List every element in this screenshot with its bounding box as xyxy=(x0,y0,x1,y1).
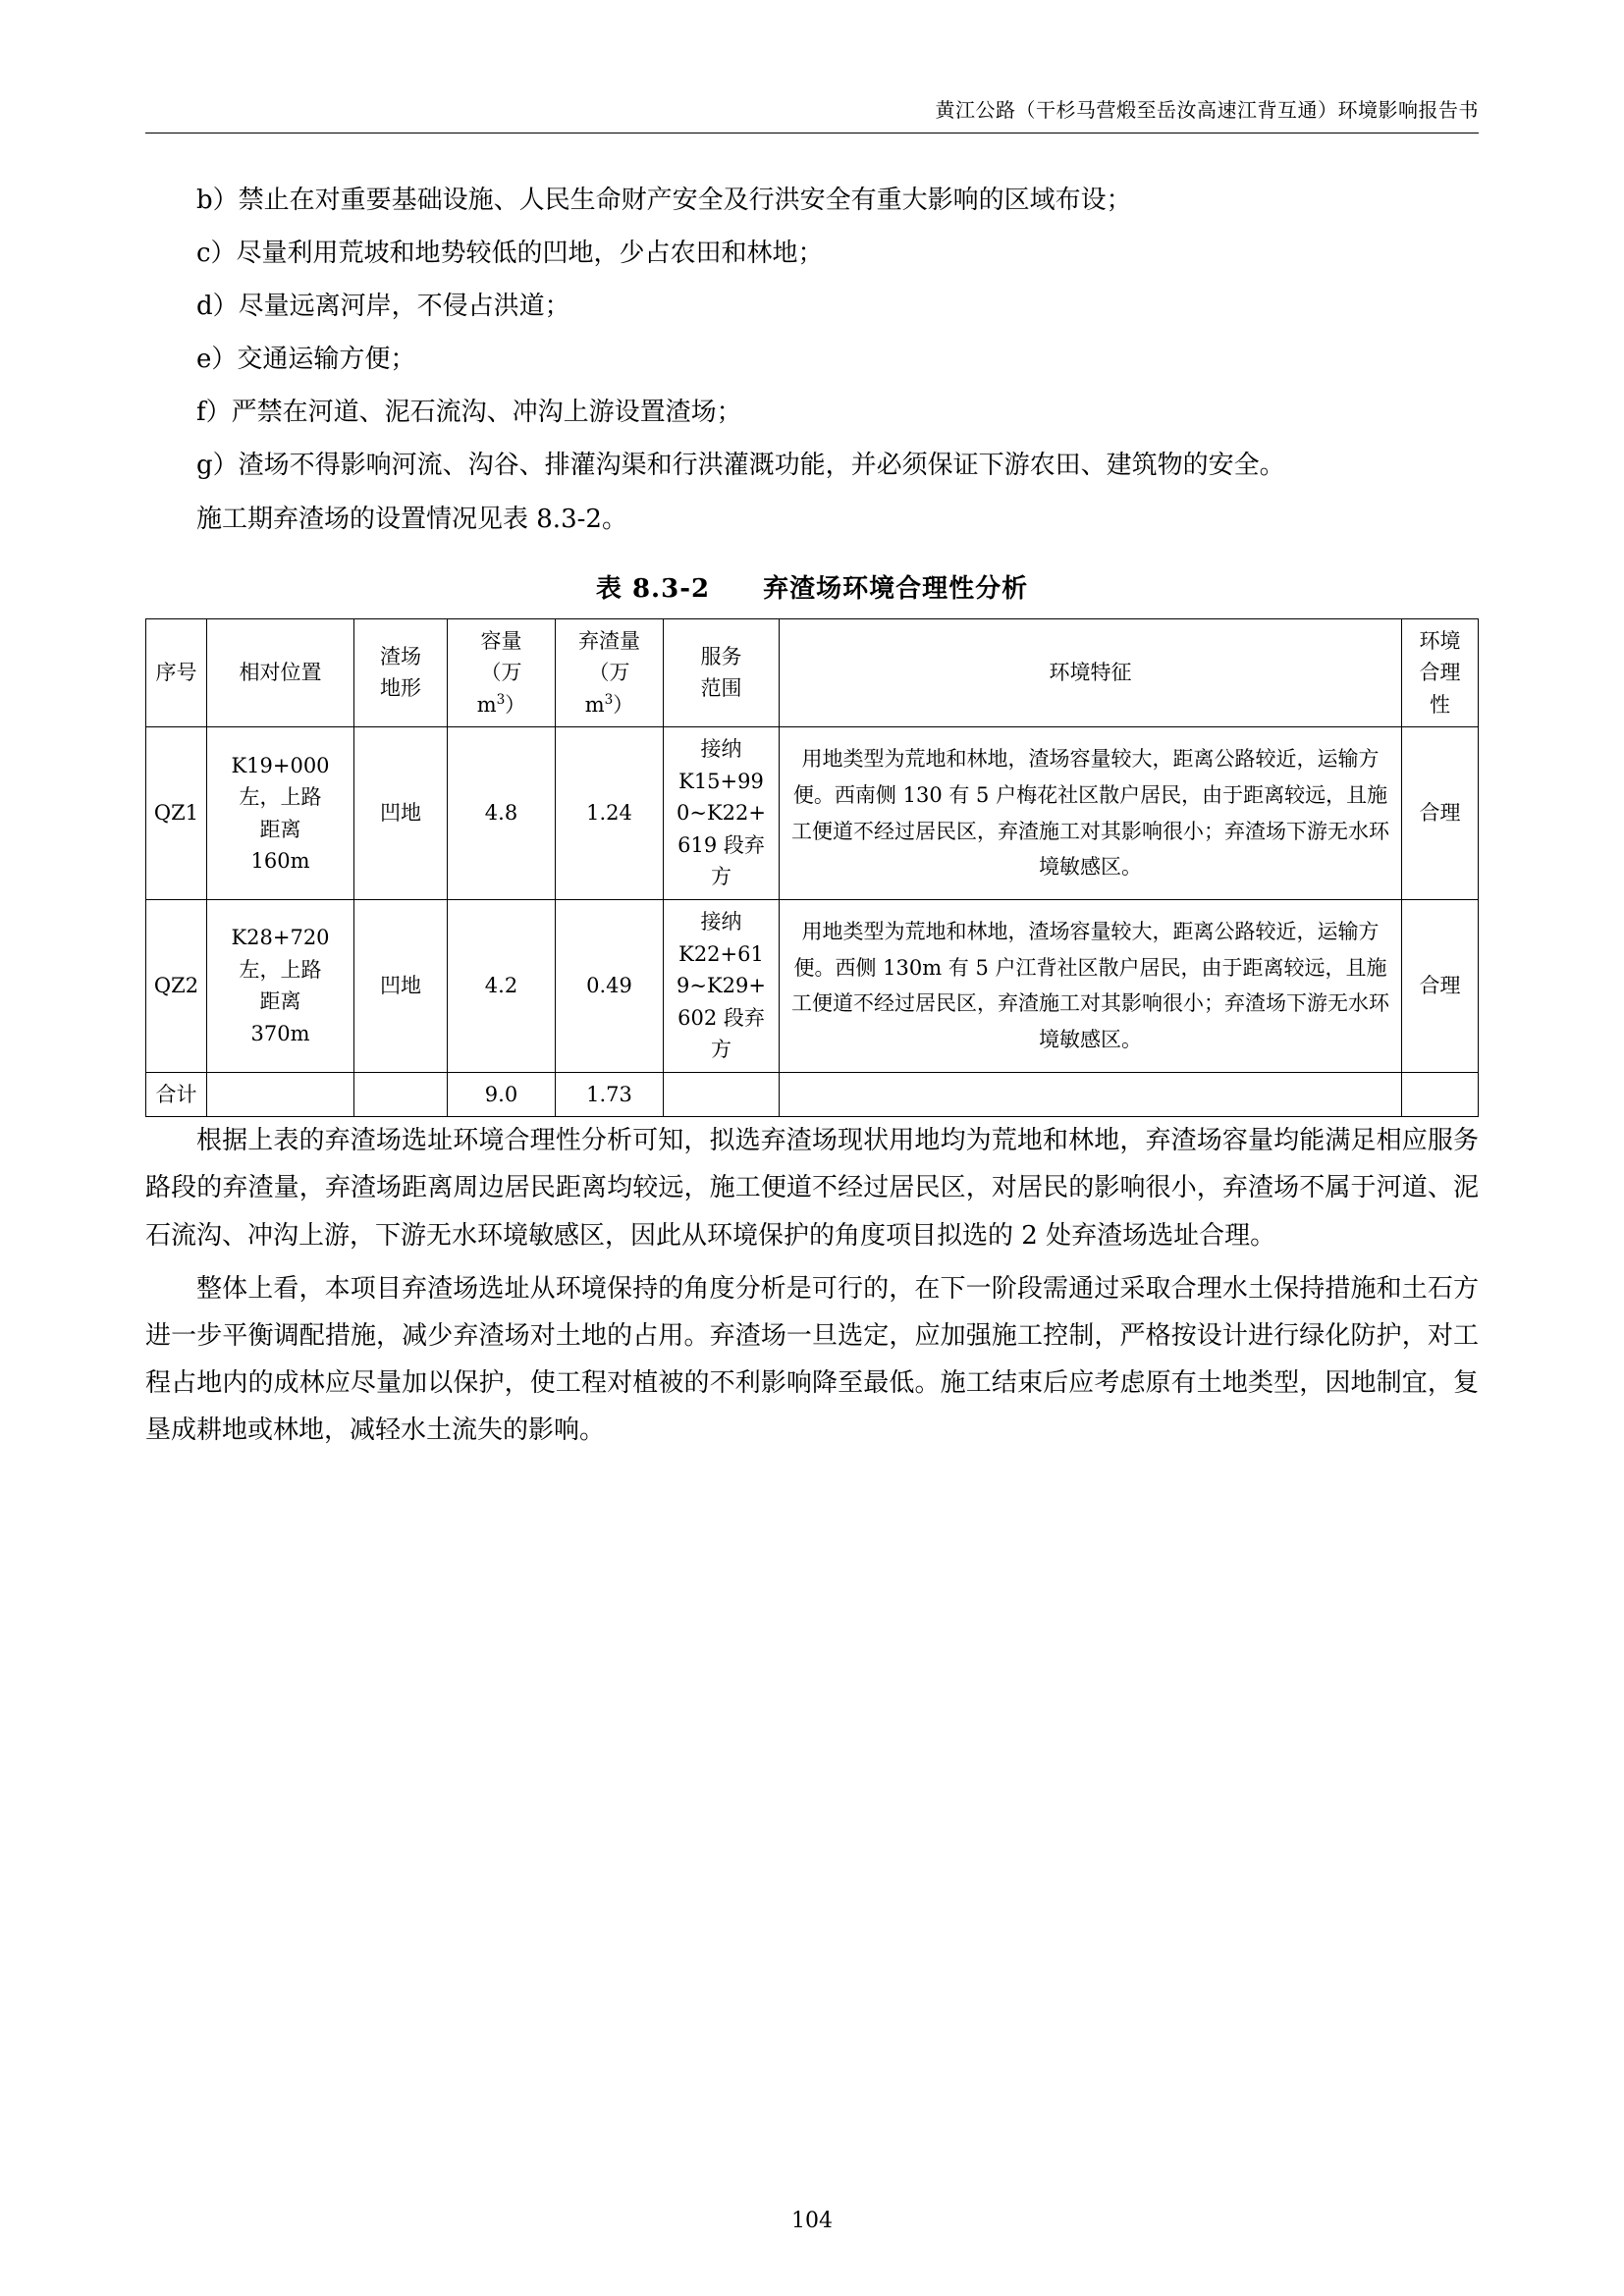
header-quantity-sup: 3 xyxy=(604,691,614,708)
service-line-3: 9~K29+ xyxy=(677,974,766,998)
cell-rationality: 合理 xyxy=(1402,900,1479,1073)
cell-quantity: 1.24 xyxy=(556,727,664,900)
cell-feature: 用地类型为荒地和林地，渣场容量较大，距离公路较近，运输方便。西侧 130m 有 5 户江背社区散户居民，由于距离较远，且施工便道不经过居民区，弃渣施工对其影响很小；弃渣场下游无水环境敏感区。 xyxy=(780,900,1402,1073)
cell-terrain: 凹地 xyxy=(354,900,448,1073)
header-terrain-line2: 地形 xyxy=(380,676,421,701)
position-line-3: 距离 xyxy=(259,989,301,1014)
header-cell-rationality xyxy=(1402,618,1479,727)
cell-total-position xyxy=(207,1072,354,1117)
service-line-2: K22+61 xyxy=(678,941,764,966)
header-cell-service xyxy=(664,618,780,727)
service-line-2: K15+99 xyxy=(678,769,764,793)
cell-total-capacity: 9.0 xyxy=(448,1072,556,1117)
table-total-row xyxy=(146,1072,1479,1117)
header-service-line2: 范围 xyxy=(700,676,742,701)
header-rationality-line3: 性 xyxy=(1430,692,1450,717)
cell-total-rationality xyxy=(1402,1072,1479,1117)
cell-total-label: 合计 xyxy=(146,1072,207,1117)
cell-position xyxy=(207,900,354,1073)
service-line-1: 接纳 xyxy=(700,737,742,762)
cell-position xyxy=(207,727,354,900)
service-line-1: 接纳 xyxy=(700,910,742,934)
header-cell-terrain xyxy=(354,618,448,727)
header-cell-seq: 序号 xyxy=(146,618,207,727)
header-cell-position: 相对位置 xyxy=(207,618,354,727)
position-line-3: 距离 xyxy=(259,817,301,841)
position-line-2: 左，上路 xyxy=(239,785,322,810)
service-line-3: 0~K22+ xyxy=(677,801,766,826)
paragraph-table-ref: 施工期弃渣场的设置情况见表 8.3-2。 xyxy=(196,504,627,534)
header-terrain-line1: 渣场 xyxy=(380,644,421,668)
header-cell-capacity xyxy=(448,618,556,727)
cell-feature: 用地类型为荒地和林地，渣场容量较大，距离公路较近，运输方便。西南侧 130 有 5 户梅花社区散户居民，由于距离较远，且施工便道不经过居民区，弃渣施工对其影响很小；弃渣场下游无水环境敏感区。 xyxy=(780,727,1402,900)
position-line-4: 160m xyxy=(250,849,310,874)
cell-service xyxy=(664,727,780,900)
cell-terrain: 凹地 xyxy=(354,727,448,900)
service-line-5: 方 xyxy=(711,865,731,889)
paragraph-c: c）尽量利用荒坡和地势较低的凹地，少占农田和林地； xyxy=(196,239,824,269)
header-rationality-line1: 环境 xyxy=(1419,628,1461,653)
cell-capacity: 4.8 xyxy=(448,727,556,900)
table-row xyxy=(146,727,1479,900)
cell-total-terrain xyxy=(354,1072,448,1117)
service-line-5: 方 xyxy=(711,1038,731,1062)
table-caption: 表 8.3-2 弃渣场环境合理性分析 xyxy=(595,573,1029,604)
cell-quantity: 0.49 xyxy=(556,900,664,1073)
paragraph-d: d）尽量远离河岸，不侵占洪道； xyxy=(196,292,570,322)
cell-total-quantity: 1.73 xyxy=(556,1072,664,1117)
position-line-1: K19+000 xyxy=(231,753,330,777)
cell-capacity: 4.2 xyxy=(448,900,556,1073)
position-line-2: 左，上路 xyxy=(239,957,322,982)
header-quantity-unit: （万 m xyxy=(584,661,630,717)
paragraph-b: b）禁止在对重要基础设施、人民生命财产安全及行洪安全有重大影响的区域布设； xyxy=(196,186,1132,215)
service-line-4: 619 段弃 xyxy=(677,832,765,857)
paragraph-conclusion: 整体上看，本项目弃渣场选址从环境保持的角度分析是可行的，在下一阶段需通过采取合理水土保持措施和土石方进一步平衡调配措施，减少弃渣场对土地的占用。弃渣场一旦选定，应加强施工控制，严格按设计进行绿化防护，对工程占地内的成林应尽量加以保护，使工程对植被的不利影响降至最低。施工结束后应考虑原有土地类型，因地制宜，复垦成耕地或林地，减轻水土流失的影响。 xyxy=(145,1273,1479,1445)
header-capacity-unit: （万 m xyxy=(476,661,522,717)
waste-disposal-table xyxy=(145,618,1479,1118)
paragraph-f: f）严禁在河道、泥石流沟、冲沟上游设置渣场； xyxy=(196,398,742,428)
header-cell-quantity xyxy=(556,618,664,727)
header-quantity-line1: 弃渣量 xyxy=(578,628,640,653)
header-service-line1: 服务 xyxy=(700,644,742,668)
header-quantity-line2 xyxy=(562,657,657,721)
header-capacity-line2 xyxy=(454,657,549,721)
header-cell-feature: 环境特征 xyxy=(780,618,1402,727)
position-line-1: K28+720 xyxy=(231,926,330,950)
cell-rationality: 合理 xyxy=(1402,727,1479,900)
service-line-4: 602 段弃 xyxy=(677,1005,765,1030)
header-capacity-line1: 容量 xyxy=(480,628,522,653)
header-quantity-paren: ） xyxy=(613,692,634,717)
cell-seq: QZ2 xyxy=(146,900,207,1073)
paragraph-analysis: 根据上表的弃渣场选址环境合理性分析可知，拟选弃渣场现状用地均为荒地和林地，弃渣场容量均能满足相应服务路段的弃渣量，弃渣场距离周边居民距离均较远，施工便道不经过居民区，对居民的影响很小，弃渣场不属于河道、泥石流沟、冲沟上游，下游无水环境敏感区，因此从环境保护的角度项目拟选的 2 处弃渣场选址合理。 xyxy=(145,1126,1479,1251)
page-header: 黄江公路（干杉马营煅至岳汝高速江背互通）环境影响报告书 xyxy=(935,98,1479,122)
header-capacity-sup: 3 xyxy=(496,691,506,708)
header-rationality-line2: 合理 xyxy=(1419,661,1461,685)
table-header-row xyxy=(146,618,1479,727)
header-capacity-paren: ） xyxy=(505,692,526,717)
page-number: 104 xyxy=(791,2209,833,2233)
table-row xyxy=(146,900,1479,1073)
paragraph-g: g）渣场不得影响河流、沟谷、排灌沟渠和行洪灌溉功能，并必须保证下游农田、建筑物的安全。 xyxy=(196,451,1285,481)
position-line-4: 370m xyxy=(250,1021,310,1045)
cell-seq: QZ1 xyxy=(146,727,207,900)
cell-total-service xyxy=(664,1072,780,1117)
cell-service xyxy=(664,900,780,1073)
paragraph-e: e）交通运输方便； xyxy=(196,345,416,375)
cell-total-feature xyxy=(780,1072,1402,1117)
